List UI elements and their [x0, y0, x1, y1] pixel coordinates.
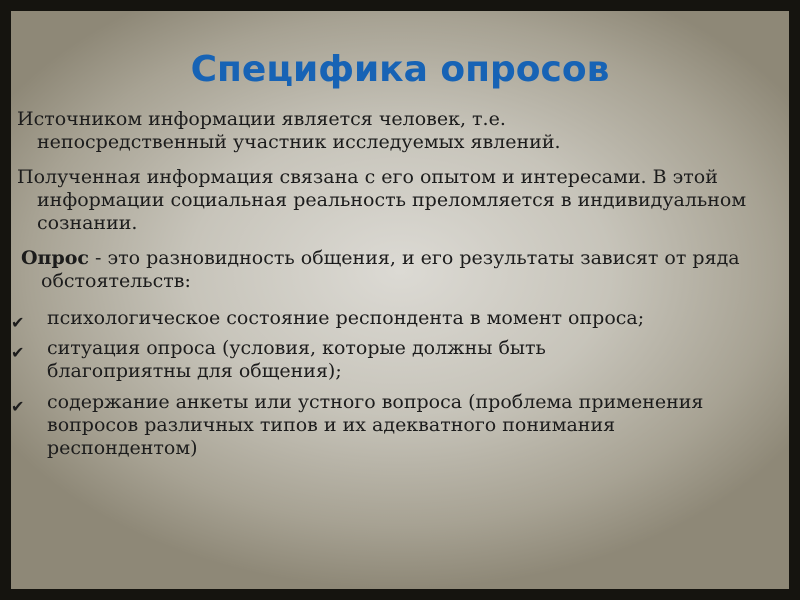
paragraph-source: Источником информации является человек, т.е. непосредственный участник исследуемых явлений.: [17, 108, 561, 153]
definition-term: Опрос: [21, 247, 89, 269]
bullet-item-3: содержание анкеты или устного вопроса (проблема применения вопросов различных типов и их адекватного понимания респондентом): [47, 391, 704, 459]
slide-panel: [11, 11, 789, 589]
bullet-item-2: ситуация опроса (условия, которые должны быть благоприятны для общения);: [47, 337, 546, 382]
checkmark-icon: ✔: [11, 343, 25, 362]
checkmark-icon: ✔: [11, 397, 25, 416]
definition-text: - это разновидность общения, и его результаты зависят от ряда обстоятельств:: [41, 247, 740, 292]
slide-title: Специфика опросов: [190, 49, 610, 90]
paragraph-definition: [21, 247, 781, 293]
bullet-item-1: психологическое состояние респондента в момент опроса;: [47, 307, 645, 329]
paragraph-information: Полученная информация связана с его опытом и интересами. В этой информации социальная реальность преломляется в индивидуальном сознании.: [17, 166, 747, 234]
checkmark-icon: ✔: [11, 313, 25, 332]
